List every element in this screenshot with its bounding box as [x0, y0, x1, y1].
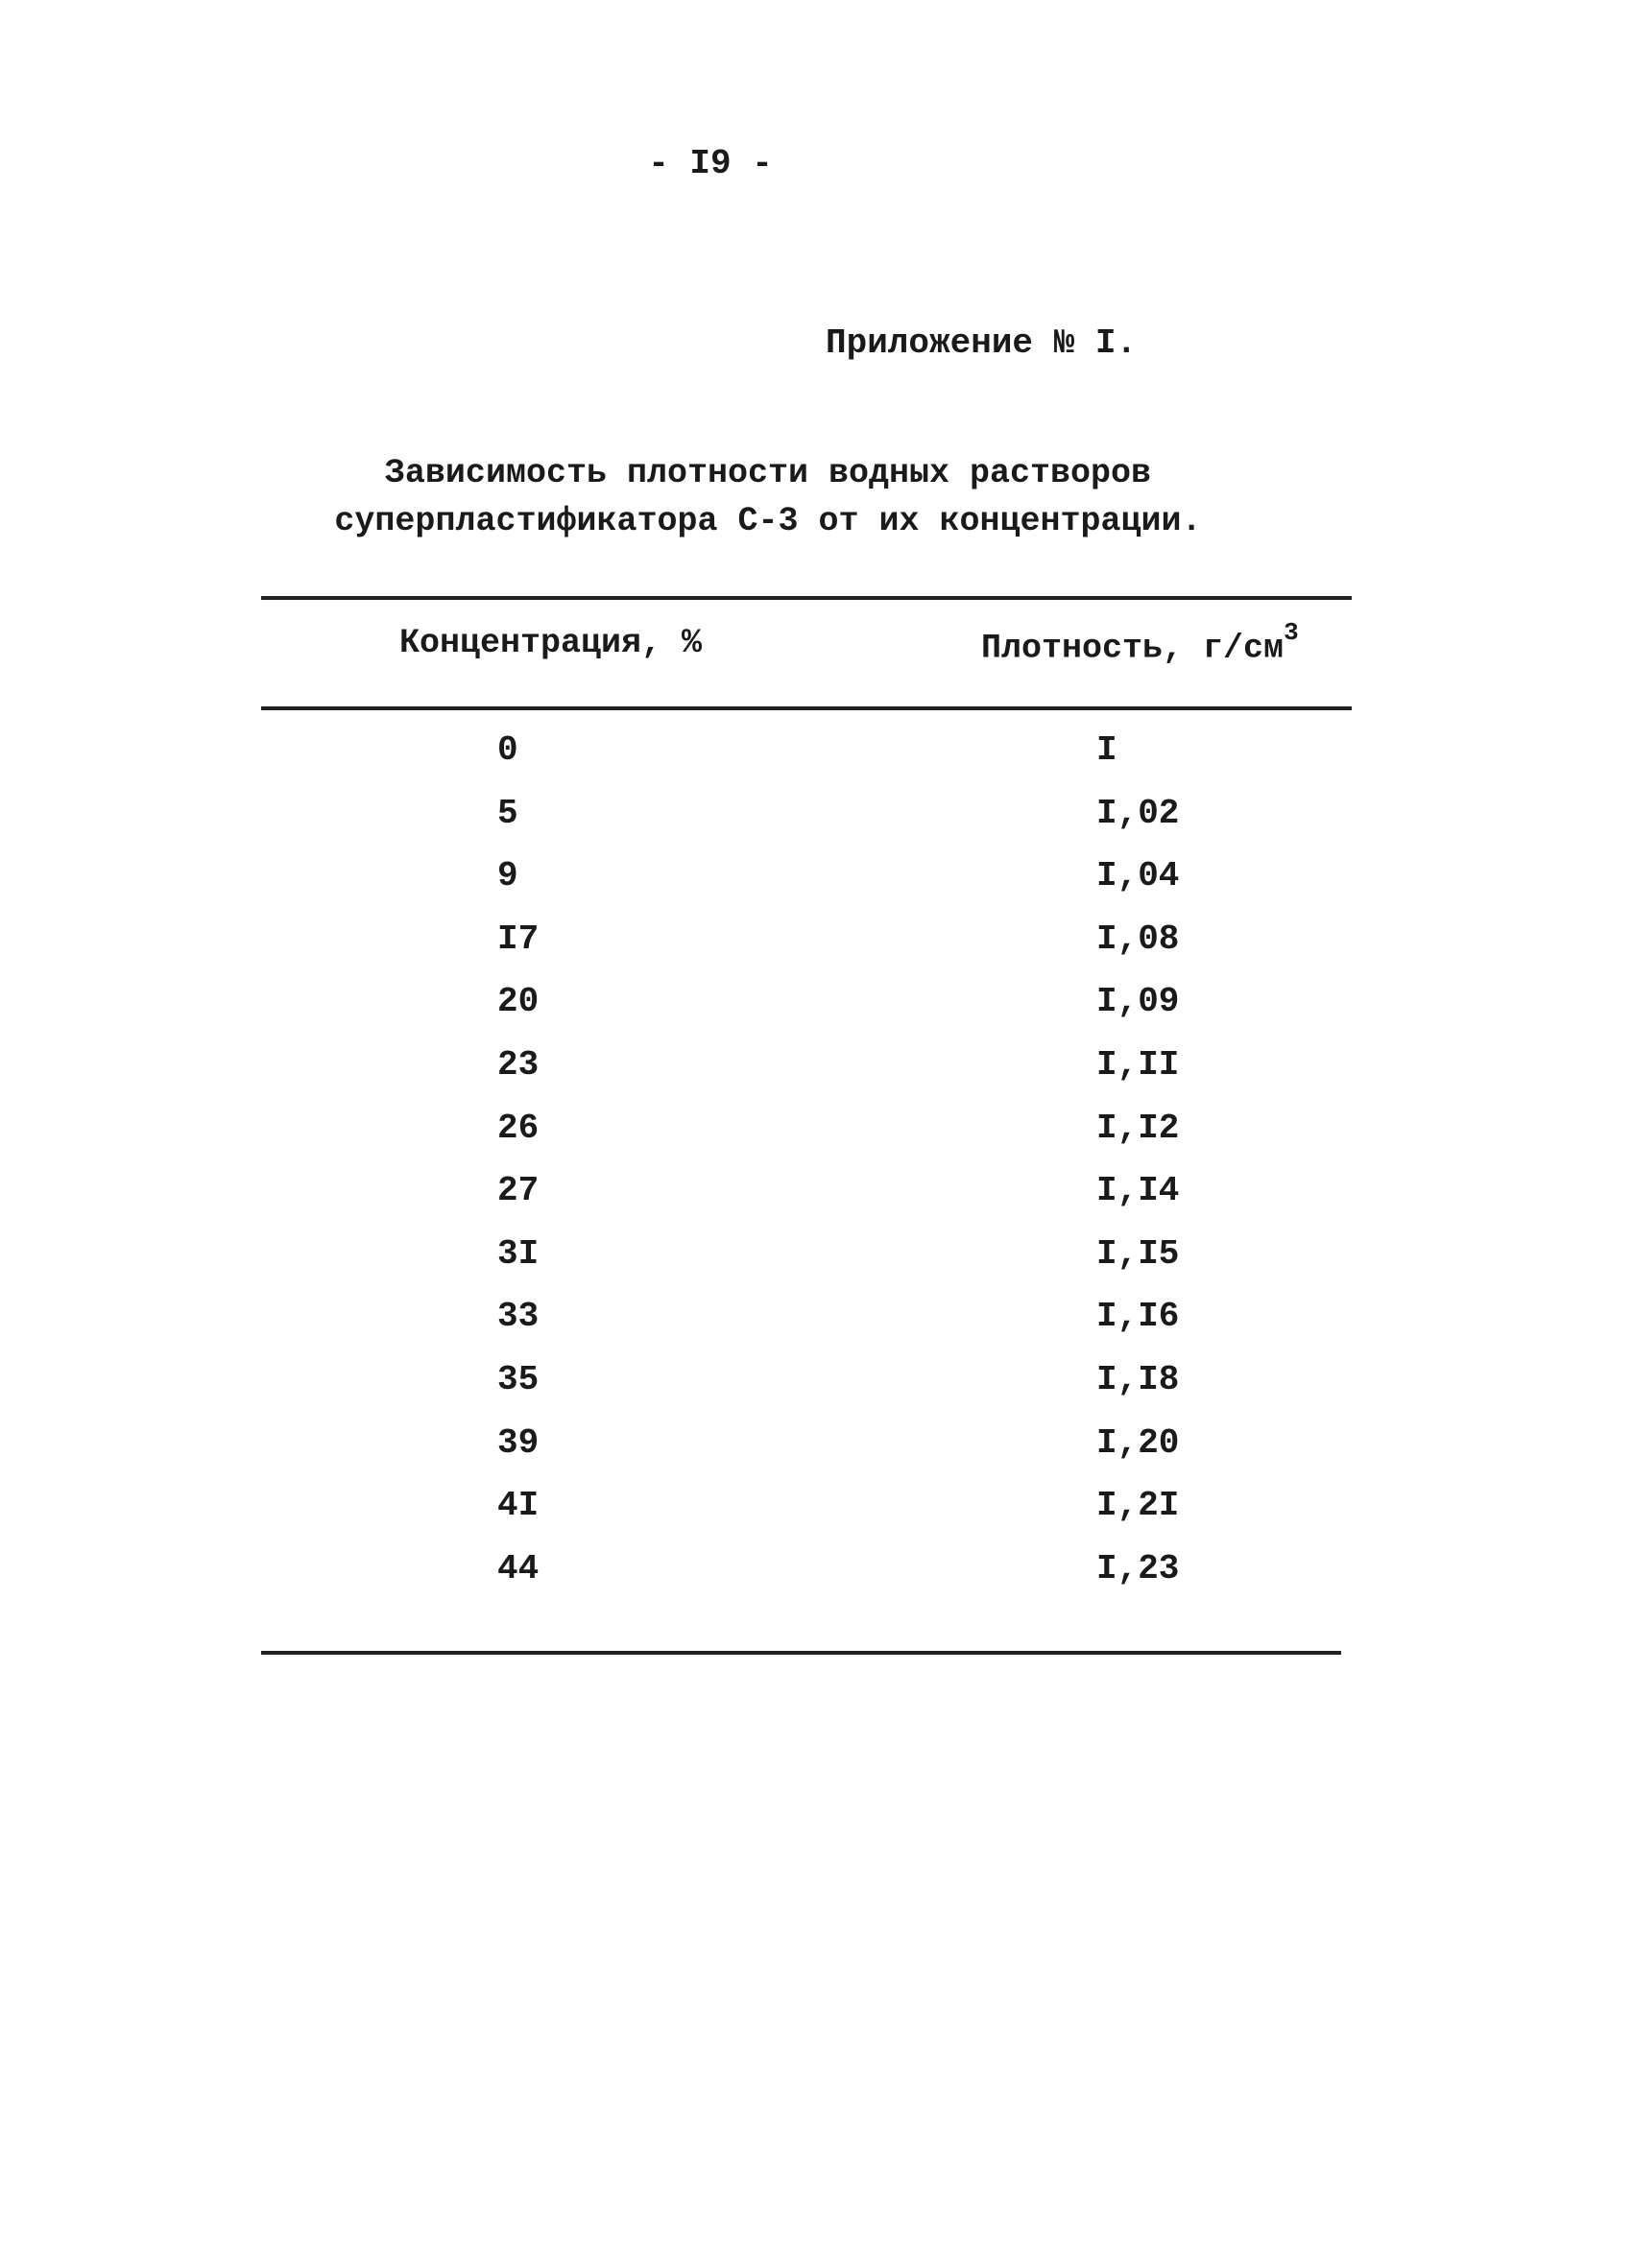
- page-number: - I9 -: [648, 144, 773, 183]
- table-row: [261, 1356, 1352, 1420]
- cell-concentration: 4I: [497, 1486, 540, 1526]
- appendix-title: Приложение № I.: [826, 323, 1138, 363]
- table-row: [261, 1545, 1352, 1609]
- caption-line-2: суперпластификатора С-3 от их концентрации.: [334, 502, 1202, 540]
- cell-density: I,I6: [1096, 1297, 1180, 1337]
- cell-density: I: [1096, 730, 1117, 770]
- table-row: [261, 1105, 1352, 1168]
- table-row: [261, 852, 1352, 916]
- cell-density: I,04: [1096, 856, 1180, 896]
- table-row: [261, 1230, 1352, 1294]
- cell-density: I,09: [1096, 982, 1180, 1022]
- cell-concentration: 20: [497, 982, 540, 1022]
- table-row: [261, 1482, 1352, 1545]
- cell-concentration: 26: [497, 1108, 540, 1148]
- table-row: [261, 916, 1352, 979]
- cell-density: I,I8: [1096, 1359, 1180, 1399]
- cell-density: I,I5: [1096, 1233, 1180, 1274]
- cell-concentration: 35: [497, 1359, 540, 1399]
- table-row: [261, 1167, 1352, 1230]
- cell-density: I,20: [1096, 1422, 1180, 1463]
- cell-concentration: 9: [497, 856, 518, 896]
- caption-line-1: Зависимость плотности водных растворов: [384, 454, 1152, 492]
- table-row: [261, 1420, 1352, 1483]
- cell-density: I,II: [1096, 1044, 1180, 1085]
- table-row: [261, 1041, 1352, 1105]
- table-bottom-rule: [261, 1651, 1341, 1655]
- cell-concentration: I7: [497, 919, 540, 959]
- table-header-rule: [261, 706, 1352, 710]
- table-row: [261, 978, 1352, 1041]
- table-caption: [288, 449, 1248, 545]
- cell-concentration: 27: [497, 1171, 540, 1211]
- cell-density: I,08: [1096, 919, 1180, 959]
- header-density: [981, 618, 1299, 668]
- cell-concentration: 33: [497, 1297, 540, 1337]
- cell-concentration: 3I: [497, 1233, 540, 1274]
- cell-concentration: 23: [497, 1044, 540, 1085]
- cell-concentration: 0: [497, 730, 518, 770]
- cell-density: I,2I: [1096, 1486, 1180, 1526]
- cell-concentration: 39: [497, 1422, 540, 1463]
- table-top-rule: [261, 596, 1352, 600]
- table-row: [261, 790, 1352, 853]
- table-row: [261, 727, 1352, 790]
- cell-density: I,23: [1096, 1548, 1180, 1588]
- cell-density: I,02: [1096, 793, 1180, 833]
- header-density-superscript: 3: [1284, 618, 1299, 647]
- table-row: [261, 1293, 1352, 1356]
- cell-density: I,I4: [1096, 1171, 1180, 1211]
- cell-concentration: 5: [497, 793, 518, 833]
- cell-concentration: 44: [497, 1548, 540, 1588]
- header-concentration: Концентрация, %: [399, 624, 703, 662]
- header-density-label: Плотность, г/см: [981, 629, 1285, 668]
- table-body: [261, 727, 1352, 1608]
- cell-density: I,I2: [1096, 1108, 1180, 1148]
